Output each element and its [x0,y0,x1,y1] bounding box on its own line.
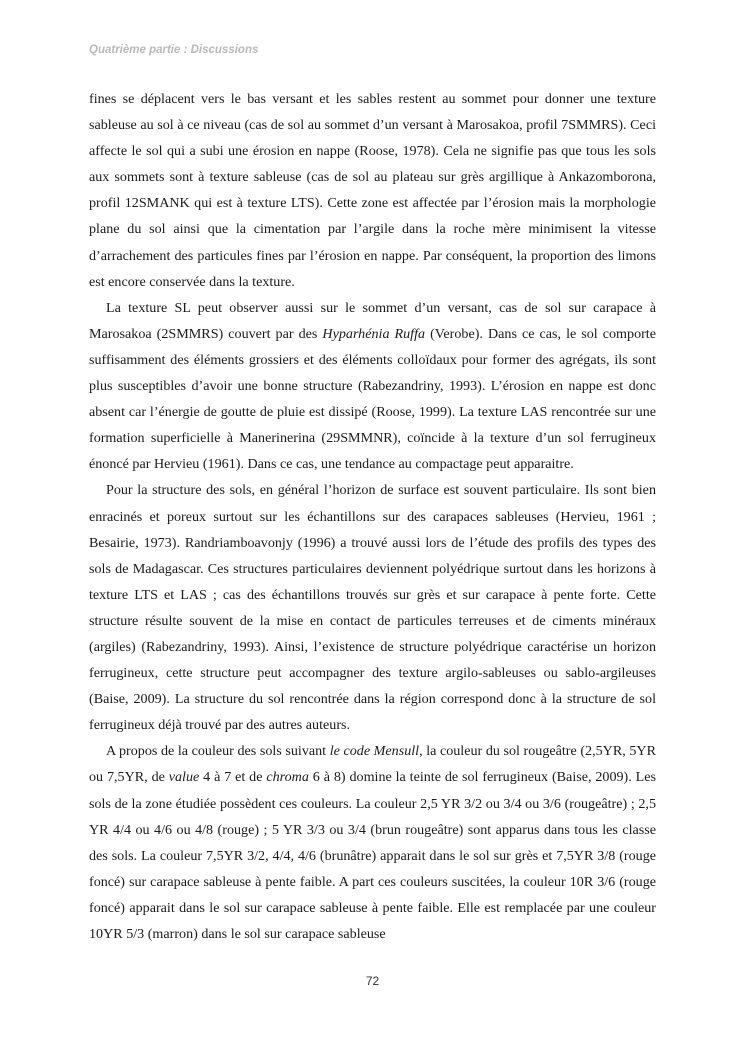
paragraph-2 [89,295,656,478]
paragraph-4-text-c: 4 à 7 et de [199,769,267,786]
paragraph-1: fines se déplacent vers le bas versant et les sables restent au sommet pour donner une texture sableuse au sol à ce niveau (cas de sol au sommet d’un versant à Marosakoa, profil 7SMMRS). Ceci affecte le sol qui a subi une érosion en nappe (Roose, 1978). Cela ne signifie pas que tous les sols aux sommets sont à texture sableuse (cas de sol au plateau sur grès argillique à Ankazomborona, profil 12SMANK qui est à texture LTS). Cette zone est affectée par l’érosion mais la morphologie plane du sol ainsi que la cimentation par l’argile dans la roche mère minimisent la vitesse d’arrachement des particules fines par l’érosion en nappe. Par conséquent, la proportion des limons est encore conservée dans la texture. [89,91,656,290]
paragraph-2-text-b: (Verobe). Dans ce cas, le sol comporte suffisamment des éléments grossiers et des éléments colloïdaux pour former des agrégats, ils sont plus susceptibles d’avoir une bonne structure (Rabezandriny, 1993). L’érosion en nappe est donc absent car l’énergie de goutte de pluie est dissipé (Roose, 1999). La texture LAS rencontrée sur une formation superficielle à Manerinerina (29SMMNR), coïncide à la texture d’un sol ferrugineux énoncé par Hervieu (1961). Dans ce cas, une tendance au compactage peut apparaitre. [89,325,656,473]
page-number: 72 [365,974,380,988]
body-text [89,86,656,947]
paragraph-4-text-b: , la couleur du sol rougeâtre (2,5YR, 5YR ou 7,5YR, de [89,743,656,786]
paragraph-4-text-d: 6 à 8) domine la teinte de sol ferrugineux (Baise, 2009). Les sols de la zone étudiée possèdent ces couleurs. La couleur 2,5 YR 3/2 ou 3/4 ou 3/6 (rougeâtre) ; 2,5 YR 4/4 ou 4/6 ou 4/8 (rouge) ; 5 YR 3/3 ou 3/4 (brun rougeâtre) sont apparus dans tous les classe des sols. La couleur 7,5YR 3/2, 4/4, 4/6 (brunâtre) apparait dans le sol sur grès et 7,5YR 3/8 (rouge foncé) sur carapace sableuse à pente faible. A part ces couleurs suscitées, la couleur 10R 3/6 (rouge foncé) apparait dans le sol sur carapace sableuse à pente faible. Elle est remplacée par une couleur 10YR 5/3 (marron) dans le sol sur carapace sableuse [89,769,657,942]
chroma-term: chroma [266,769,309,786]
species-name: Hyparhénia Ruffa [322,325,426,342]
paragraph-4 [89,738,656,947]
paragraph-2-text-a: La texture SL peut observer aussi sur le sommet d’un versant, cas de sol sur carapace à Marosakoa (2SMMRS) couvert par des [89,299,656,342]
value-term: value [168,769,200,786]
paragraph-3: Pour la structure des sols, en général l’horizon de surface est souvent particulaire. Ils sont bien enracinés et poreux surtout sur les échantillons sur des carapaces sableuses (Hervieu, 1961 ; Besairie, 1973). Randriamboavonjy (1996) a trouvé aussi lors de l’étude des profils des types des sols de Madagascar. Ces structures particulaires deviennent polyédrique surtout dans les horizons à texture LTS et LAS ; cas des échantillons trouvés sur grès et sur carapace à pente forte. Cette structure résulte souvent de la mise en contact de particules terreuses et de ciments minéraux (argiles) (Rabezandriny, 1993). Ainsi, l’existence de structure polyédrique caractérise un horizon ferrugineux, cette structure peut accompagner des texture argilo-sableuses ou sablo-argileuses (Baise, 2009). La structure du sol rencontrée dans la région correspond donc à la structure de sol ferrugineux déjà trouvé par des autres auteurs. [89,482,656,734]
code-name: le code Mensull [329,743,420,760]
running-header: Quatrième partie : Discussions [89,44,259,56]
paragraph-4-text-a: A propos de la couleur des sols suivant [106,743,330,760]
